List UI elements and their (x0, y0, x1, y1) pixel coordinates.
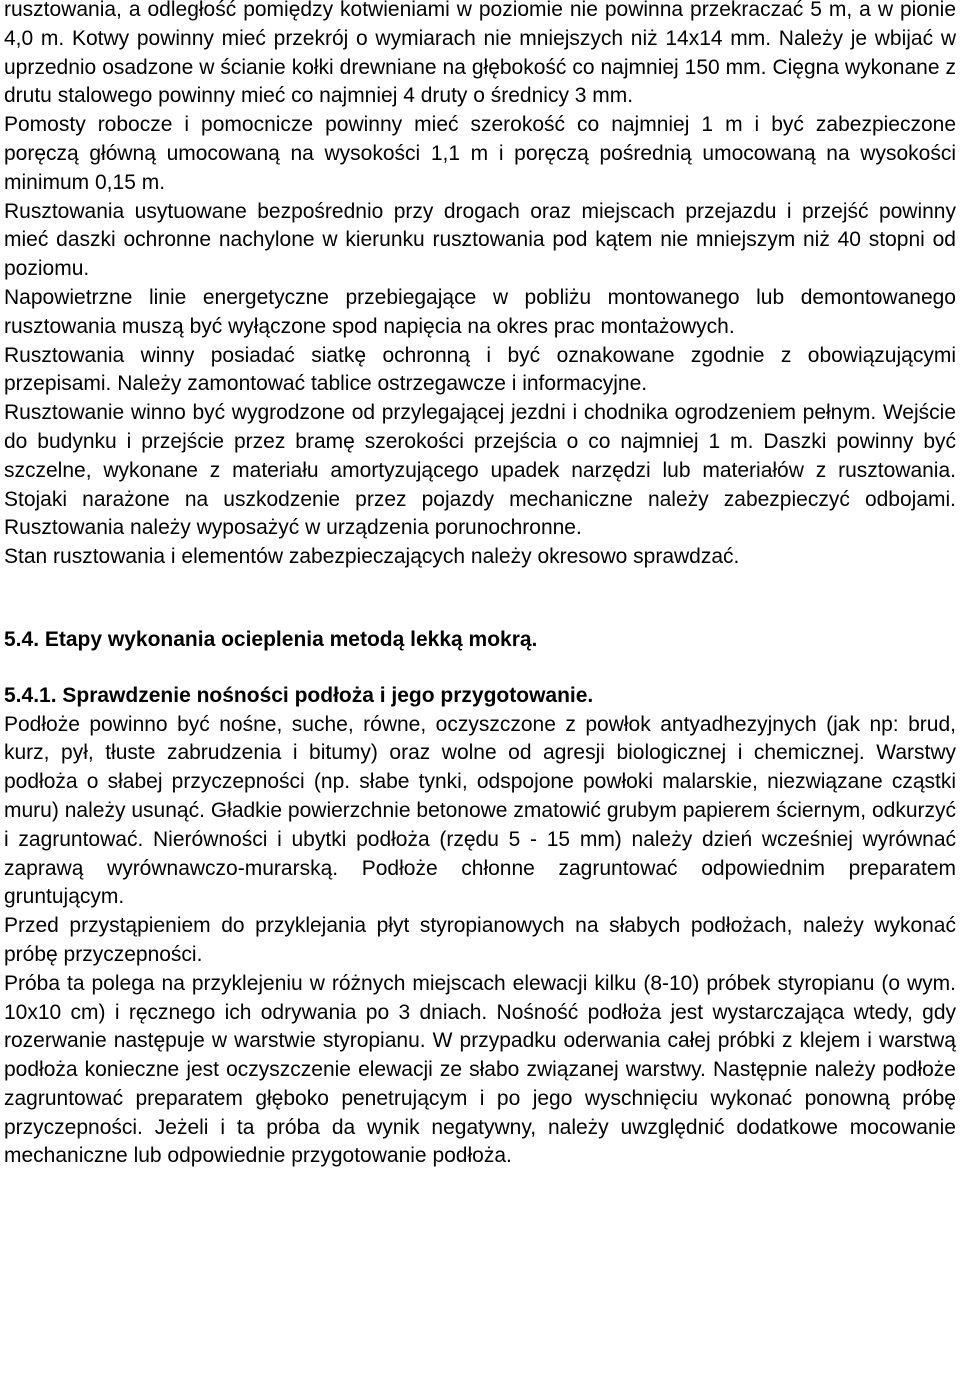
document-page (4, 0, 956, 1171)
subsection-heading: 5.4.1. Sprawdzenie nośności podłoża i jego przygotowanie. (4, 683, 594, 707)
paragraph-safety-net: Rusztowania winny posiadać siatkę ochronną i być oznakowane zgodnie z obowiązującymi przepisami. Należy zamontować tablice ostrzegawcze i informacyjne. (4, 343, 956, 396)
paragraph-platforms: Pomosty robocze i pomocnicze powinny mieć szerokość co najmniej 1 m i być zabezpieczone poręczą główną umocowaną na wysokości 1,1 m i poręczą pośrednią umocowaną na wysokości minimum 0,15 m. (4, 113, 956, 194)
paragraph-protective-roofs: Rusztowania usytuowane bezpośrednio przy drogach oraz miejscach przejazdu i przejść powinny mieć daszki ochronne nachylone w kierunku rusztowania pod kątem nie mniejszym niż 40 stopni od poziomu. (4, 199, 956, 281)
paragraph-power-lines: Napowietrzne linie energetyczne przebiegające w pobliżu montowanego lub demontowanego rusztowania muszą być wyłączone spod napięcia na okres prac montażowych. (4, 285, 956, 338)
paragraph-adhesion-test-intro: Przed przystąpieniem do przyklejania płyt styropianowych na słabych podłożach, należy wykonać próbę przyczepności. (4, 914, 956, 966)
paragraph-fencing: Rusztowanie winno być wygrodzone od przylegającej jezdni i chodnika ogrodzeniem pełnym. Wejście do budynku i przejście przez bramę szerokości przejścia o co najmniej 1 m. Daszki powinny być szczelne, wykonane z materiału amortyzującego upadek narzędzi lub materiałów z rusztowania. Stojaki narażone na uszkodzenie przez pojazdy mechaniczne należy zabezpieczyć odbojami. Rusztowania należy wyposażyć w urządzenia porunochronne. (4, 401, 956, 540)
paragraph-adhesion-test: Próba ta polega na przyklejeniu w różnych miejscach elewacji kilku (8-10) próbek styropianu (o wym. 10x10 cm) i ręcznego ich odrywania po 3 dniach. Nośność podłoża jest wystarczająca wtedy, gdy rozerwanie następuje w warstwie styropianu. W przypadku oderwania całej próbki z klejem i warstwą podłoża konieczne jest oczyszczenie elewacji ze słabo związanej warstwy. Następnie należy podłoże zagruntować preparatem głęboko penetrującym i po jego wyschnięciu wykonać ponowną próbę przyczepności. Jeżeli i ta próba da wynik negatywny, należy uwzględnić dodatkowe mocowanie mechaniczne lub odpowiednie przygotowanie podłoża. (4, 971, 956, 1168)
section-heading: 5.4. Etapy wykonania ocieplenia metodą lekką mokrą. (4, 627, 538, 651)
paragraph-inspection: Stan rusztowania i elementów zabezpieczających należy okresowo sprawdzać. (4, 545, 740, 569)
lead-paragraph: rusztowania, a odległość pomiędzy kotwieniami w poziomie nie powinna przekraczać 5 m, a w pionie 4,0 m. Kotwy powinny mieć przekrój o wymiarach nie mniejszych niż 14x14 mm. Należy je wbijać w uprzednio osadzone w ścianie kołki drewniane na głębokość co najmniej 150 mm. Cięgna wykonane z drutu stalowego powinny mieć co najmniej 4 druty o średnicy 3 mm. (4, 0, 956, 108)
paragraph-substrate: Podłoże powinno być nośne, suche, równe, oczyszczone z powłok antyadhezyjnych (jak np: brud, kurz, pył, tłuste zabrudzenia i bitumy) oraz wolne od agresji biologicznej i chemicznej. Warstwy podłoża o słabej przyczepności (np. słabe tynki, odspojone powłoki malarskie, niezwiązane cząstki muru) należy usunąć. Gładkie powierzchnie betonowe zmatowić grubym papierem ściernym, odkurzyć i zagruntować. Nierówności i ubytki podłoża (rzędu 5 - 15 mm) należy dzień wcześniej wyrównać zaprawą wyrównawczo-murarską. Podłoże chłonne zagruntować odpowiednim preparatem gruntującym. (4, 712, 956, 909)
